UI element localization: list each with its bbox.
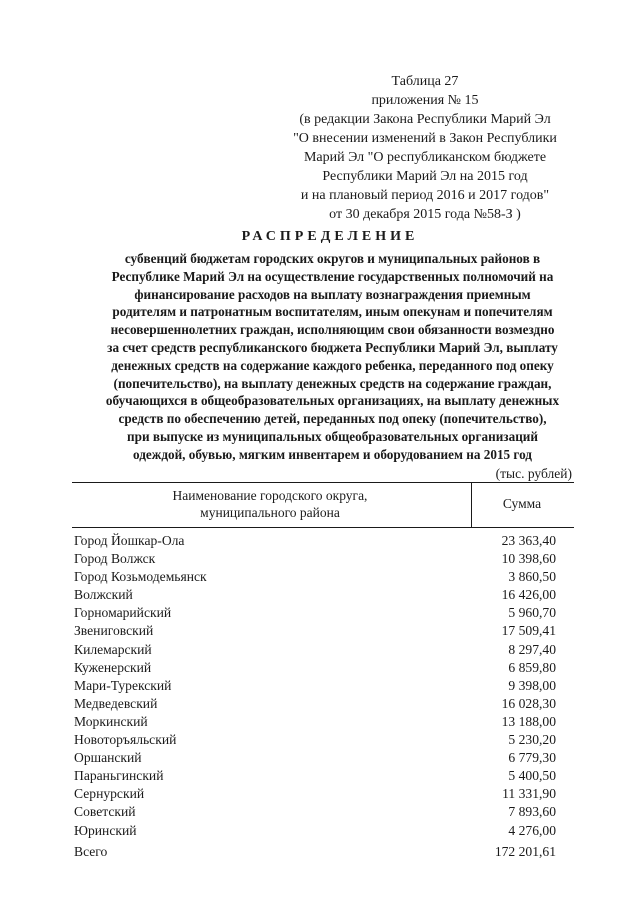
subtitle-line: за счет средств республиканского бюджета Республики Марий Эл, выплату (107, 339, 558, 355)
total-label: Всего (74, 844, 108, 859)
total-row (72, 843, 574, 861)
row-sum: 3 860,50 (508, 569, 556, 585)
table-row (72, 659, 574, 677)
table-row (72, 677, 574, 695)
header-line: Таблица 27 (391, 74, 459, 89)
subtitle-line: (попечительство), на выплату денежных средств на содержание граждан, (113, 375, 552, 391)
row-name: Параньгинский (74, 768, 164, 784)
row-sum: 17 509,41 (501, 623, 556, 639)
row-sum: 6 779,30 (508, 750, 556, 766)
column-header-name (72, 487, 468, 521)
subtitle-line: несовершеннолетних граждан, исполняющим свои обязанности возмездно (110, 322, 555, 338)
distribution-table (72, 482, 574, 859)
total-sum: 172 201,61 (494, 844, 556, 859)
row-sum: 7 893,60 (508, 804, 556, 820)
row-sum: 10 398,60 (501, 551, 556, 567)
row-name: Юринский (74, 822, 137, 838)
subtitle-line: родителям и патронатным воспитателям, иным опекунам и попечителям (112, 304, 553, 320)
appendix-header (250, 72, 600, 224)
header-line: "О внесении изменений в Закон Республики (293, 131, 557, 146)
subtitle-line: средств по обеспечению детей, переданных под опеку (попечительство), (118, 411, 547, 427)
subtitle-line: денежных средств на содержание каждого ребенка, переданного под опеку (111, 357, 554, 373)
header-line: Республики Марий Эл на 2015 год (322, 169, 528, 184)
table-row (72, 550, 574, 568)
row-sum: 23 363,40 (501, 533, 556, 548)
row-sum: 8 297,40 (508, 641, 556, 657)
subtitle-line: Республике Марий Эл на осуществление государственных полномочий на (111, 268, 554, 284)
row-sum: 5 400,50 (508, 768, 556, 784)
header-line: от 30 декабря 2015 года №58-З ) (329, 207, 521, 222)
row-name: Моркинский (74, 713, 148, 729)
row-name: Медведевский (74, 695, 158, 711)
row-name: Город Козьмодемьянск (74, 569, 207, 585)
row-name: Волжский (74, 587, 133, 603)
row-name: Килемарский (74, 641, 152, 657)
row-sum: 6 859,80 (508, 659, 556, 675)
units-label: (тыс. рублей) (495, 466, 572, 481)
header-line: (в редакции Закона Республики Марий Эл (299, 112, 551, 127)
subtitle-line: обучающихся в общеобразовательных организациях, на выплату денежных (105, 393, 560, 409)
row-sum: 9 398,00 (508, 677, 556, 693)
table-row (72, 622, 574, 640)
document-subtitle (70, 250, 595, 464)
table-row (72, 695, 574, 713)
table-row (72, 803, 574, 821)
row-name: Мари-Турекский (74, 677, 172, 693)
row-sum: 16 028,30 (501, 695, 556, 711)
row-name: Советский (74, 804, 136, 820)
subtitle-line: финансирование расходов на выплату вознаграждения приемным (134, 286, 531, 302)
row-name: Новоторъяльский (74, 732, 177, 748)
row-sum: 11 331,90 (502, 786, 556, 802)
row-sum: 5 230,20 (508, 732, 556, 748)
table-row (72, 785, 574, 803)
column-header-sum: Сумма (502, 496, 542, 511)
table-header (72, 482, 574, 528)
column-header-name-line2: муниципального района (200, 505, 340, 520)
table-row (72, 586, 574, 604)
table-row (72, 767, 574, 785)
table-row (72, 604, 574, 622)
row-sum: 4 276,00 (508, 822, 556, 838)
subtitle-line: одеждой, обувью, мягким инвентарем и оборудованием на 2015 год (133, 446, 532, 462)
row-name: Город Волжск (74, 551, 156, 567)
table-row (72, 641, 574, 659)
row-sum: 5 960,70 (508, 605, 556, 621)
row-name: Куженерский (74, 659, 152, 675)
header-line: и на плановый период 2016 и 2017 годов" (300, 188, 550, 203)
row-name: Город Йошкар-Ола (74, 533, 185, 548)
subtitle-line: при выпуске из муниципальных общеобразовательных организаций (127, 428, 538, 444)
header-line: Марий Эл "О республиканском бюджете (303, 150, 547, 165)
row-name: Горномарийский (74, 605, 172, 621)
row-sum: 13 188,00 (501, 713, 556, 729)
document-title: РАСПРЕДЕЛЕНИЕ (241, 229, 419, 244)
row-name: Звениговский (74, 623, 154, 639)
table-row (72, 822, 574, 840)
row-sum: 16 426,00 (501, 587, 556, 603)
table-body (72, 532, 574, 840)
row-name: Сернурский (74, 786, 145, 802)
table-row (72, 731, 574, 749)
subtitle-line: субвенций бюджетам городских округов и муниципальных районов в (124, 251, 541, 266)
table-row (72, 532, 574, 550)
row-name: Оршанский (74, 750, 142, 766)
column-header-name-line1: Наименование городского округа, (172, 488, 368, 503)
table-row (72, 568, 574, 586)
table-row (72, 749, 574, 767)
header-line: приложения № 15 (371, 93, 479, 108)
table-row (72, 713, 574, 731)
